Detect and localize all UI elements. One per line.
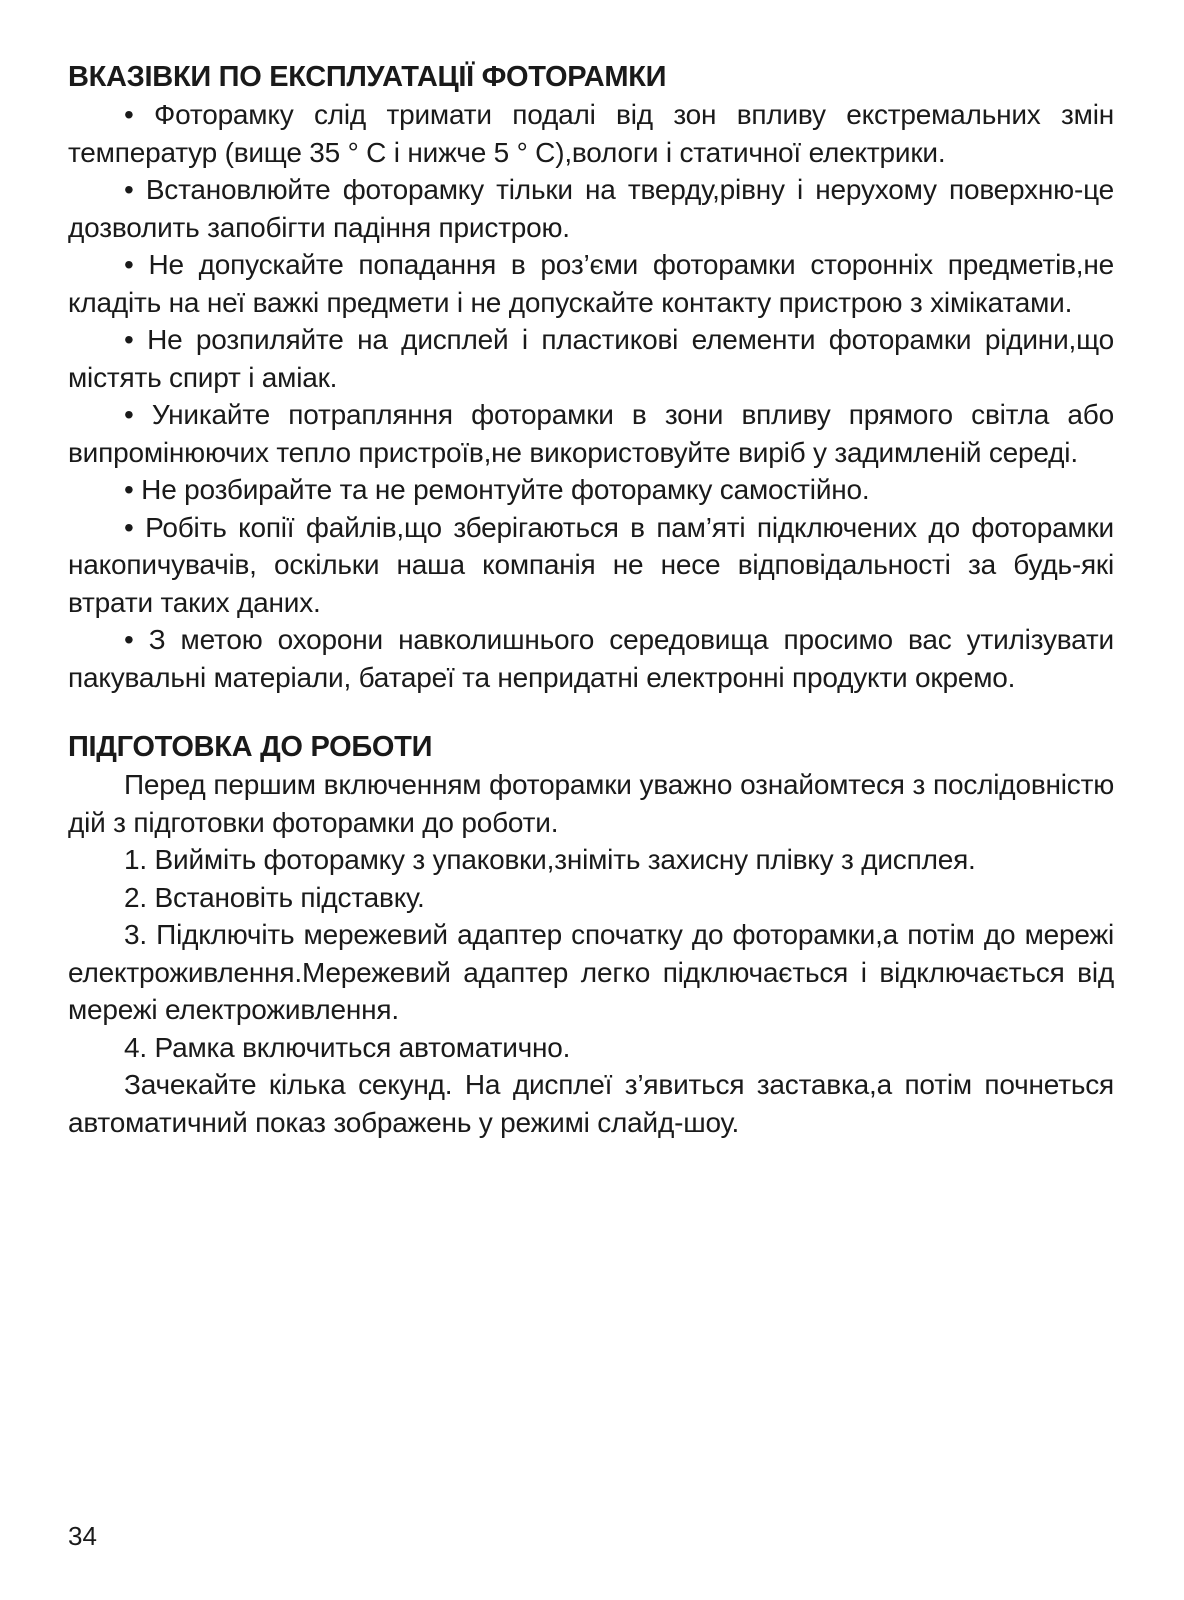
paragraph: 2. Встановіть підставку. (124, 881, 425, 913)
paragraph: • З метою охорони навколишнього середовища просимо вас утилізувати пакувальні матеріали, батареї та непридатні електронні продукти окремо. (68, 624, 1114, 693)
paragraph: 1. Вийміть фоторамку з упаковки,зніміть захисну плівку з дисплея. (124, 844, 976, 875)
paragraph: • Встановлюйте фоторамку тільки на тверду,рівну і нерухому поверхню-це дозволить запобігти падіння пристрою. (68, 174, 1114, 243)
paragraph: • Не розпиляйте на дисплей і пластикові елементи фоторамки рідини,що містять спирт і аміак. (68, 324, 1114, 393)
page-number: 34 (68, 1521, 97, 1551)
paragraph: • Уникайте потрапляння фоторамки в зони впливу прямого світла або випромінюючих тепло пристроїв,не використовуйте виріб у задимленій середі. (68, 399, 1114, 468)
paragraph: • Не допускайте попадання в роз’єми фоторамки сторонніх предметів,не кладіть на неї важкі предмети і не допускайте контакту пристрою з хімікатами. (68, 249, 1114, 318)
paragraph: 3. Підключіть мережевий адаптер спочатку до фоторамки,а потім до мережі електроживлення.Мережевий адаптер легко підключається і відключається від мережі електроживлення. (68, 919, 1114, 1025)
paragraph: • Не розбирайте та не ремонтуйте фоторамку самостійно. (124, 474, 870, 505)
section-spacer (68, 696, 1114, 728)
paragraph: Зачекайте кілька секунд. На дисплеї з’явиться заставка,а потім почнеться автоматичний показ зображень у режимі слайд-шоу. (68, 1069, 1114, 1138)
paragraph: 4. Рамка включиться автоматично. (124, 1031, 571, 1063)
paragraph: • Фоторамку слід тримати подалі від зон впливу екстремальних змін температур (вище 35 ° C і нижче 5 ° C),вологи і статичної електрики. (68, 99, 1114, 168)
paragraph: • Робіть копії файлів,що зберігаються в пам’яті підключених до фоторамки накопичувачів, оскільки наша компанія не несе відповідальності за будь-які втрати таких даних. (68, 511, 1114, 618)
document-page (68, 58, 1114, 1141)
paragraph: Перед першим включенням фоторамки уважно ознайомтеся з послідовністю дій з підготовки фоторамки до роботи. (68, 769, 1114, 838)
section-heading-preparation: ПІДГОТОВКА ДО РОБОТИ (68, 731, 433, 763)
section-heading-operating-instructions: ВКАЗІВКИ ПО ЕКСПЛУАТАЦІЇ ФОТОРАМКИ (68, 61, 667, 93)
